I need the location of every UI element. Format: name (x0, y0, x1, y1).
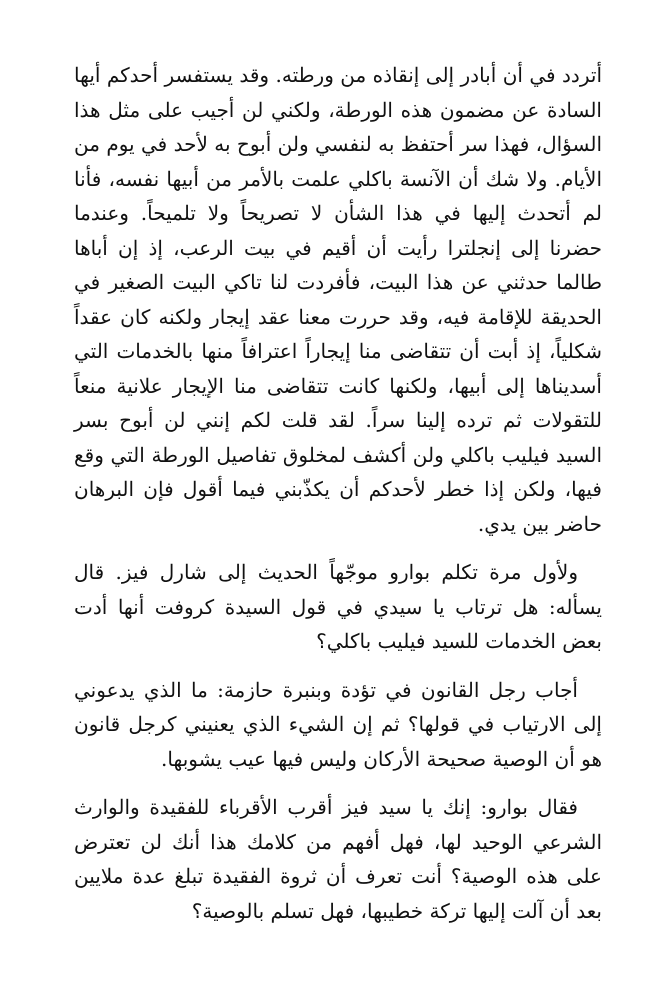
book-page (74, 58, 602, 928)
paragraph-poirot-question: ولأول مرة تكلم بوارو موجّهاً الحديث إلى شارل فيز. قال يسأله: هل ترتاب يا سيدي في قول السيدة كروفت أنها أدت بعض الخدمات للسيد فيليب باكلي؟ (74, 560, 602, 653)
paragraph-continuation: أتردد في أن أبادر إلى إنقاذه من ورطته. وقد يستفسر أحدكم أيها السادة عن مضمون هذه الورطة، ولكني لن أجيب على مثل هذا السؤال، فهذا سر أحتفظ به لنفسي ولن أبوح به لأحد في يوم من الأيام. ولا شك أن الآنسة باكلي علمت بالأمر من أبيها نفسه، فأنا لم أتحدث إليها في هذا الشأن لا تصريحاً ولا تلميحاً. وعندما حضرنا إلى إنجلترا رأيت أن أقيم في بيت الرعب، إذ إن أباها طالما حدثني عن هذا البيت، فأفردت لنا تاكي البيت الصغير في الحديقة للإقامة فيه، وقد حررت معنا عقد إيجار ولكنه كان عقداً شكلياً، إذ أبت أن تتقاضى منا إيجاراً اعترافاً منها بالخدمات التي أسديناها إلى أبيها، ولكنها كانت تتقاضى منا الإيجار علانية منعاً للتقولات ثم ترده إلينا سراً. لقد قلت لكم إنني لن أبوح بسر السيد فيليب باكلي ولن أكشف لمخلوق تفاصيل الورطة التي وقع فيها، ولكن إذا خطر لأحدكم أن يكذّبني فيما أقول فإن البرهان حاضر بين يدي. (74, 63, 602, 536)
paragraph-poirot-follow-up: فقال بوارو: إنك يا سيد فيز أقرب الأقرباء للفقيدة والوارث الشرعي الوحيد لها، فهل أفهم من كلامك هذا أنك لن تعترض على هذه الوصية؟ أنت تعرف أن ثروة الفقيدة تبلغ عدة ملايين بعد أن آلت إليها تركة خطيبها، فهل تسلم بالوصية؟ (74, 795, 602, 923)
paragraph-lawyer-answer: أجاب رجل القانون في تؤدة وبنبرة حازمة: ما الذي يدعوني إلى الارتياب في قولها؟ ثم إن الشيء الذي يعنيني كرجل قانون هو أن الوصية صحيحة الأركان وليس فيها عيب يشوبها. (74, 677, 602, 771)
